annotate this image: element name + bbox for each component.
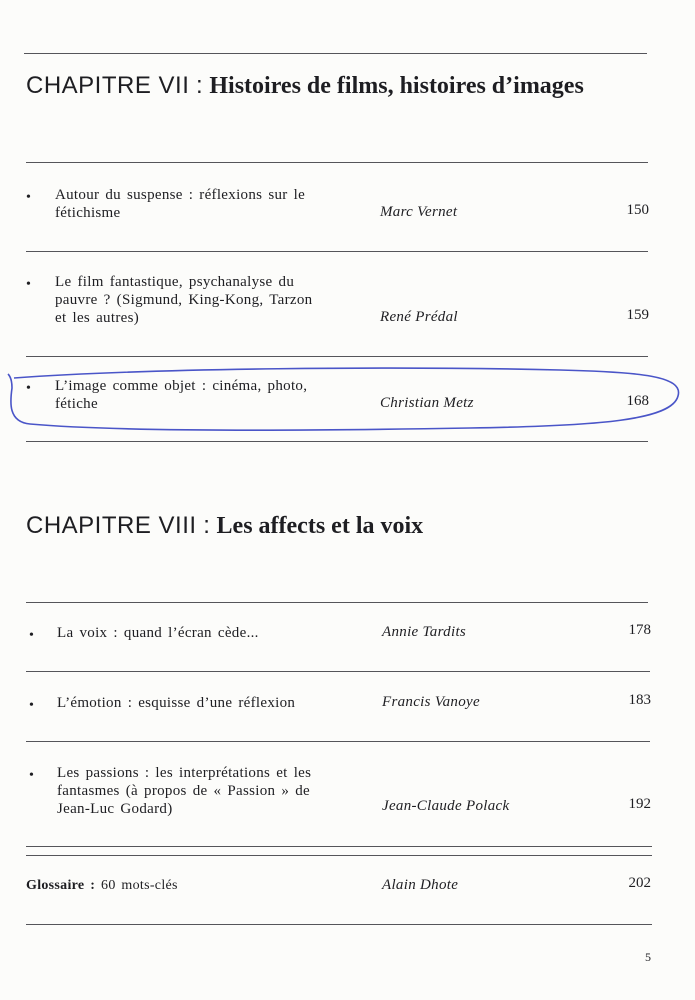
rule-chapter7-top	[26, 162, 648, 163]
chapter-heading-7	[26, 72, 584, 100]
entry-title-line: La voix : quand l’écran cède...	[57, 625, 259, 641]
entry-page-number: 159	[626, 307, 649, 323]
rule-divider	[26, 251, 648, 252]
entry-title-line: L’image comme objet : cinéma, photo,	[55, 378, 308, 394]
chapter-number: CHAPITRE VIII	[26, 512, 197, 539]
entry-page-number: 202	[628, 875, 651, 891]
rule-chapter7-bottom	[26, 441, 648, 442]
rule-divider	[26, 671, 650, 672]
rule-bottom	[26, 924, 652, 925]
chapter-number: CHAPITRE VII	[26, 72, 190, 99]
glossary-label: Glossaire :	[26, 878, 96, 893]
rule-divider	[26, 855, 652, 856]
entry-title-line: fétiche	[55, 396, 98, 412]
entry-title-line: fétichisme	[55, 205, 121, 221]
entry-author: Annie Tardits	[382, 624, 467, 640]
bullet-icon: •	[29, 768, 34, 783]
entry-page-number: 178	[628, 622, 651, 638]
entry-author: Jean-Claude Polack	[382, 798, 510, 814]
rule-top	[24, 53, 647, 54]
glossary-line	[26, 877, 178, 895]
page-folio: 5	[645, 950, 651, 964]
chapter-title: Les affects et la voix	[216, 513, 424, 539]
entry-page-number: 168	[626, 393, 649, 409]
rule-divider	[26, 356, 648, 357]
entry-title-line: Les passions : les interprétations et les	[57, 765, 312, 781]
chapter-separator: :	[189, 72, 210, 99]
bullet-icon: •	[26, 190, 31, 205]
rule-chapter8-top	[26, 602, 648, 603]
entry-title-line: Autour du suspense : réflexions sur le	[55, 187, 306, 203]
chapter-heading-8	[26, 512, 423, 540]
entry-title-line: fantasmes (à propos de « Passion » de	[57, 783, 310, 799]
entry-page-number: 150	[626, 202, 649, 218]
entry-author: René Prédal	[380, 309, 458, 325]
entry-author: Alain Dhote	[382, 877, 459, 893]
bullet-icon: •	[29, 628, 34, 643]
entry-title-line: L’émotion : esquisse d’une réflexion	[57, 695, 296, 711]
entry-title-line: pauvre ? (Sigmund, King-Kong, Tarzon	[55, 292, 313, 308]
entry-page-number: 192	[628, 796, 651, 812]
glossary-text: 60 mots-clés	[101, 878, 178, 893]
chapter-title: Histoires de films, histoires d’images	[209, 73, 584, 99]
entry-author: Marc Vernet	[380, 204, 458, 220]
entry-title-line: Jean-Luc Godard)	[57, 801, 173, 817]
entry-title-line: Le film fantastique, psychanalyse du	[55, 274, 295, 290]
chapter-separator: :	[196, 512, 217, 539]
bullet-icon: •	[26, 277, 31, 292]
entry-author: Francis Vanoye	[382, 694, 480, 710]
entry-title-line: et les autres)	[55, 310, 139, 326]
bullet-icon: •	[29, 698, 34, 713]
entry-page-number: 183	[628, 692, 651, 708]
entry-author: Christian Metz	[380, 395, 474, 411]
rule-divider	[26, 741, 650, 742]
bullet-icon: •	[26, 381, 31, 396]
rule-divider	[26, 846, 652, 847]
